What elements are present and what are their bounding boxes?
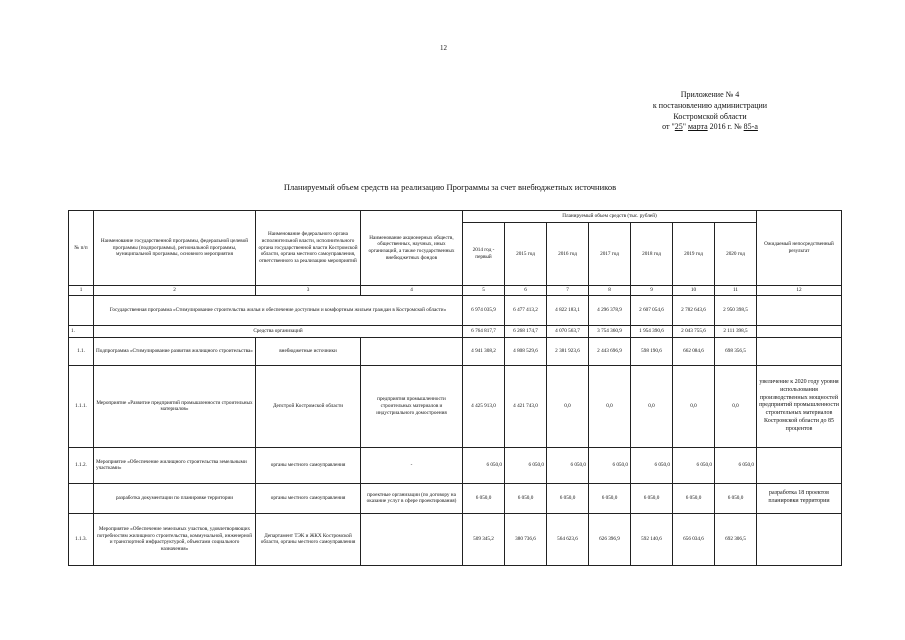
- header-name: Наименование государственной программы, федеральной целевой программы (подпрограммы), региональной программы, муниципальной программы, основного мероприятия: [94, 211, 256, 286]
- column-number: 9: [631, 286, 673, 296]
- row-num-cell: [69, 295, 94, 325]
- result-cell: увеличение к 2020 году уровня использования производственных мощностей предприятий промышленности строительных материалов Костромской области до 85 процентов: [757, 365, 842, 447]
- value-cell: 509 345,2: [463, 513, 505, 565]
- result-cell: [757, 325, 842, 337]
- date-year: 2016 г. №: [707, 122, 744, 132]
- value-cell: 6 268 174,7: [505, 325, 547, 337]
- column-number: 6: [505, 286, 547, 296]
- value-cell: 2 950 398,5: [715, 295, 757, 325]
- appendix-line-2: к постановлению администрации: [652, 100, 768, 110]
- funding-table: [68, 210, 842, 566]
- row-name: Средства организаций: [94, 325, 463, 337]
- column-number: 7: [547, 286, 589, 296]
- header-year-2015: 2015 год: [505, 223, 547, 286]
- value-cell: 6 050,0: [631, 483, 673, 513]
- value-cell: 692 306,5: [715, 513, 757, 565]
- header-year-2014: 2014 год - первый: [463, 223, 505, 286]
- row-name: Мероприятие «Развитие предприятий промышленности строительных материалов»: [94, 365, 256, 447]
- value-cell: 0,0: [715, 365, 757, 447]
- table-row-1-1-2: [69, 447, 842, 483]
- table-row-1: [69, 325, 842, 337]
- value-cell: 656 034,6: [673, 513, 715, 565]
- value-cell: 598 190,6: [631, 337, 673, 365]
- value-cell: 0,0: [589, 365, 631, 447]
- value-cell: 0,0: [631, 365, 673, 447]
- row-source: [361, 337, 463, 365]
- value-cell: 2 381 923,6: [547, 337, 589, 365]
- value-cell: 6 050,0: [715, 447, 757, 483]
- appendix-block: [630, 90, 790, 133]
- column-number: 4: [361, 286, 463, 296]
- row-name: Мероприятие «Обеспечение земельных участков, удовлетворяющих потребностям жилищного строительства, коммунальной, инженерной и транспортной инфраструктурой, объектами социального назначения»: [94, 513, 256, 565]
- value-cell: 2 443 696,9: [589, 337, 631, 365]
- value-cell: 1 954 390,6: [631, 325, 673, 337]
- document-title: Планируемый объем средств на реализацию Программы за счет внебюджетных источников: [283, 182, 617, 192]
- row-num-cell: [69, 483, 94, 513]
- value-cell: 6 050,0: [463, 483, 505, 513]
- value-cell: 0,0: [673, 365, 715, 447]
- value-cell: 4 425 913,0: [463, 365, 505, 447]
- value-cell: 6 050,0: [589, 447, 631, 483]
- table-row-1-1: [69, 337, 842, 365]
- value-cell: 564 623,6: [547, 513, 589, 565]
- column-number: 5: [463, 286, 505, 296]
- date-prefix: от ": [662, 122, 675, 132]
- value-cell: 662 084,6: [673, 337, 715, 365]
- row-num: 1.1.3.: [69, 513, 94, 565]
- value-cell: 6 974 035,9: [463, 295, 505, 325]
- page-number: 12: [440, 44, 447, 52]
- value-cell: 626 396,9: [589, 513, 631, 565]
- table-row-1-1-3: [69, 513, 842, 565]
- value-cell: 6 050,0: [547, 447, 589, 483]
- column-number: 1: [69, 286, 94, 296]
- row-source: -: [361, 447, 463, 483]
- header-year-2016: 2016 год: [547, 223, 589, 286]
- result-cell: [757, 513, 842, 565]
- date-number: 85-а: [743, 122, 758, 132]
- column-number: 8: [589, 286, 631, 296]
- header-row-1: [69, 211, 842, 223]
- row-name: разработка документации по планировке территории: [94, 483, 256, 513]
- value-cell: 4 070 563,7: [547, 325, 589, 337]
- header-result: Ожидаемый непосредственный результат: [757, 211, 842, 286]
- column-number: 11: [715, 286, 757, 296]
- value-cell: 0,0: [547, 365, 589, 447]
- row-num: 1.1.2.: [69, 447, 94, 483]
- program-name: Государственная программа «Стимулирование строительства жилья и обеспечение доступным и комфортным жильем граждан в Костромской области»: [94, 295, 463, 325]
- value-cell: 6 050,0: [715, 483, 757, 513]
- appendix-date-line: [630, 122, 790, 133]
- row-org: органы местного самоуправления: [256, 483, 361, 513]
- row-name: Подпрограмма «Стимулирование развития жилищного строительства»: [94, 337, 256, 365]
- value-cell: 6 050,0: [547, 483, 589, 513]
- value-cell: 4 421 743,0: [505, 365, 547, 447]
- date-day: 25: [674, 122, 683, 132]
- value-cell: 4 941 308,2: [463, 337, 505, 365]
- result-cell: разработка 18 проектов планировки территории: [757, 483, 842, 513]
- column-number: 3: [256, 286, 361, 296]
- value-cell: 6 050,0: [463, 447, 505, 483]
- row-org: внебюджетные источники: [256, 337, 361, 365]
- value-cell: 592 140,6: [631, 513, 673, 565]
- result-cell: [757, 295, 842, 325]
- value-cell: 6 050,0: [589, 483, 631, 513]
- row-num: 1.: [69, 325, 94, 337]
- value-cell: 6 050,0: [631, 447, 673, 483]
- column-number: 2: [94, 286, 256, 296]
- value-cell: 380 736,6: [505, 513, 547, 565]
- header-volume: Планируемый объем средств (тыс. рублей): [463, 211, 757, 223]
- row-org: Департамент ТЭК и ЖКХ Костромской области, органы местного самоуправления: [256, 513, 361, 565]
- column-number: 10: [673, 286, 715, 296]
- column-numbers-row: [69, 286, 842, 296]
- header-year-2018: 2018 год: [631, 223, 673, 286]
- value-cell: 3 754 360,9: [589, 325, 631, 337]
- value-cell: 6 050,0: [673, 447, 715, 483]
- row-org: органы местного самоуправления: [256, 447, 361, 483]
- header-year-2017: 2017 год: [589, 223, 631, 286]
- result-cell: [757, 337, 842, 365]
- value-cell: 2 111 398,5: [715, 325, 757, 337]
- header-year-2019: 2019 год: [673, 223, 715, 286]
- date-mid: ": [682, 122, 689, 132]
- value-cell: 6 050,0: [673, 483, 715, 513]
- value-cell: 4 808 529,6: [505, 337, 547, 365]
- row-name: Мероприятие «Обеспечение жилищного строительства земельными участками»: [94, 447, 256, 483]
- row-source: проектные организации (по договору на оказание услуг в сфере проектирования): [361, 483, 463, 513]
- header-num: № п/п: [69, 211, 94, 286]
- value-cell: 4 296 378,9: [589, 295, 631, 325]
- value-cell: 4 822 183,1: [547, 295, 589, 325]
- value-cell: 6 050,0: [505, 447, 547, 483]
- value-cell: 2 782 643,6: [673, 295, 715, 325]
- table-row-program: [69, 295, 842, 325]
- row-num: 1.1.: [69, 337, 94, 365]
- value-cell: 698 356,5: [715, 337, 757, 365]
- value-cell: 6 477 413,2: [505, 295, 547, 325]
- value-cell: 2 043 755,6: [673, 325, 715, 337]
- value-cell: 2 607 054,6: [631, 295, 673, 325]
- table-row-1-1-2-a: [69, 483, 842, 513]
- column-number: 12: [757, 286, 842, 296]
- date-month: марта: [688, 122, 708, 132]
- value-cell: 6 050,0: [505, 483, 547, 513]
- header-year-2020: 2020 год: [715, 223, 757, 286]
- header-org: Наименование федерального органа исполнительной власти, исполнительного органа государственной власти Костромской области, органа местного самоуправления, ответственного за реализацию мероприятий: [256, 211, 361, 286]
- row-num: 1.1.1.: [69, 365, 94, 447]
- row-source: [361, 513, 463, 565]
- table-row-1-1-1: [69, 365, 842, 447]
- result-cell: [757, 447, 842, 483]
- appendix-line-1: Приложение № 4: [680, 90, 740, 99]
- row-source: предприятия промышленности строительных материалов и индустриального домостроения: [361, 365, 463, 447]
- header-sources: Наименование акционерных обществ, общественных, научных, иных организаций, а также государственных внебюджетных фондов: [361, 211, 463, 286]
- value-cell: 6 764 817,7: [463, 325, 505, 337]
- appendix-line-3: Костромской области: [673, 111, 747, 121]
- row-org: Депстрой Костромской области: [256, 365, 361, 447]
